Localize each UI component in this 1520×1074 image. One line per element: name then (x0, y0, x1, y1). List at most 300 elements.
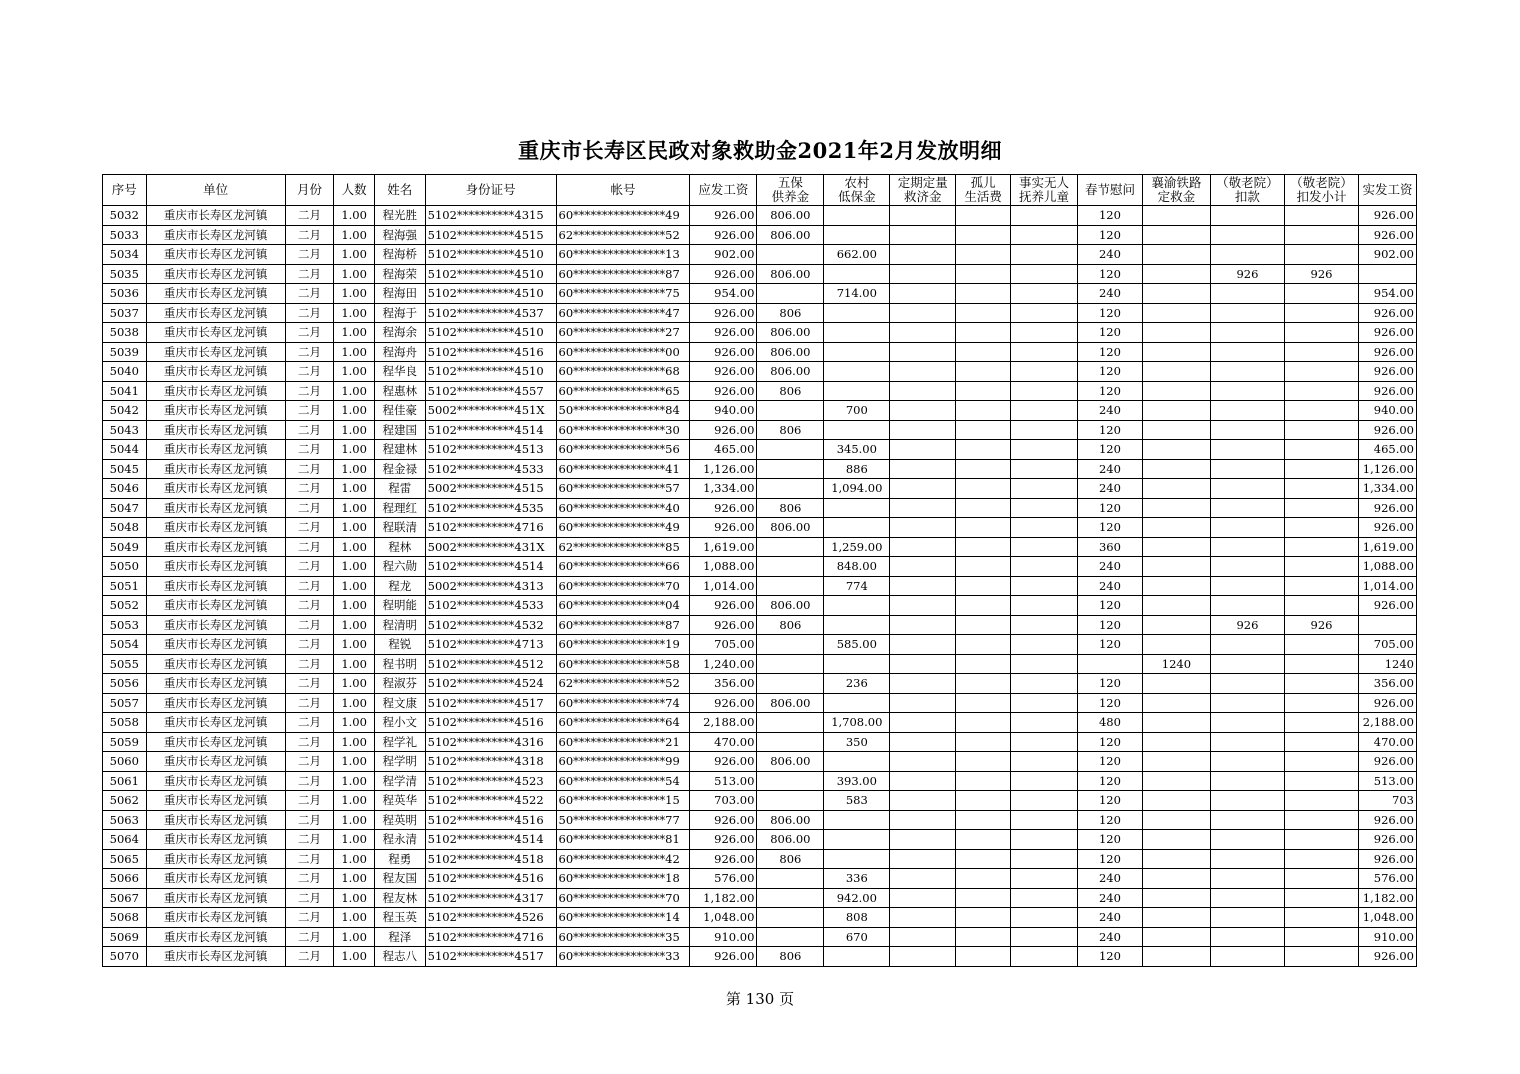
table-cell: 120 (1077, 810, 1142, 830)
table-row (103, 206, 1417, 226)
table-cell: 二月 (285, 830, 334, 850)
table-cell: 120 (1077, 381, 1142, 401)
table-cell (1011, 479, 1078, 499)
table-cell: 5102**********4510 (425, 284, 556, 304)
table-cell (757, 869, 824, 889)
table-cell (1142, 927, 1210, 947)
table-cell (956, 654, 1011, 674)
table-cell (956, 771, 1011, 791)
table-cell: 1.00 (334, 459, 375, 479)
table-cell (1210, 947, 1284, 967)
table-cell: 5102**********4510 (425, 245, 556, 265)
table-row (103, 849, 1417, 869)
table-cell: 1,126.00 (1359, 459, 1417, 479)
table-cell: 5035 (103, 264, 147, 284)
table-cell: 910.00 (1359, 927, 1417, 947)
table-cell: 926.00 (1359, 849, 1417, 869)
table-cell: 二月 (285, 498, 334, 518)
table-cell: 806 (757, 303, 824, 323)
table-cell: 程清明 (374, 615, 425, 635)
table-cell (824, 342, 890, 362)
table-cell: 806 (757, 498, 824, 518)
table-cell (1210, 440, 1284, 460)
table-cell: 5102**********4516 (425, 869, 556, 889)
table-cell (956, 479, 1011, 499)
table-cell (757, 771, 824, 791)
table-cell: 60****************81 (556, 830, 690, 850)
table-cell: 60****************87 (556, 264, 690, 284)
table-cell: 1.00 (334, 401, 375, 421)
table-cell: 程华良 (374, 362, 425, 382)
table-cell: 程泽 (374, 927, 425, 947)
table-cell (757, 479, 824, 499)
table-cell: 954.00 (1359, 284, 1417, 304)
table-cell: 二月 (285, 323, 334, 343)
table-cell: 程海桥 (374, 245, 425, 265)
table-cell: 120 (1077, 303, 1142, 323)
table-cell: 1,048.00 (690, 908, 757, 928)
table-cell: 120 (1077, 752, 1142, 772)
table-cell (1210, 927, 1284, 947)
page-number: 第 130 页 (725, 990, 795, 1008)
table-cell (1142, 693, 1210, 713)
table-cell: 2,188.00 (690, 713, 757, 733)
table-cell (1210, 810, 1284, 830)
table-cell: 120 (1077, 732, 1142, 752)
table-cell: 程玉英 (374, 908, 425, 928)
table-cell: 120 (1077, 830, 1142, 850)
table-cell (1284, 713, 1358, 733)
table-row (103, 615, 1417, 635)
table-cell: 程理红 (374, 498, 425, 518)
table-cell: 60****************74 (556, 693, 690, 713)
table-cell: 806.00 (757, 264, 824, 284)
table-cell: 60****************75 (556, 284, 690, 304)
table-cell: 806.00 (757, 362, 824, 382)
table-cell: 806.00 (757, 225, 824, 245)
column-header-line: 帐号 (610, 182, 636, 197)
table-cell (1011, 849, 1078, 869)
table-cell: 二月 (285, 284, 334, 304)
table-cell: 二月 (285, 810, 334, 830)
table-cell: 954.00 (690, 284, 757, 304)
column-header-line: 实发工资 (1362, 182, 1413, 197)
table-cell (824, 303, 890, 323)
table-cell: 5102**********4317 (425, 888, 556, 908)
table-cell: 240 (1077, 479, 1142, 499)
table-cell: 二月 (285, 654, 334, 674)
table-row (103, 440, 1417, 460)
table-cell (824, 752, 890, 772)
table-cell: 1.00 (334, 752, 375, 772)
table-cell: 60****************66 (556, 557, 690, 577)
column-header (1210, 175, 1284, 206)
table-cell (1142, 225, 1210, 245)
table-cell (1210, 381, 1284, 401)
table-cell (824, 596, 890, 616)
table-cell (956, 888, 1011, 908)
table-cell (890, 518, 956, 538)
table-cell (890, 284, 956, 304)
table-cell: 5062 (103, 791, 147, 811)
table-cell (1011, 752, 1078, 772)
table-cell (1210, 908, 1284, 928)
table-cell (1210, 498, 1284, 518)
table-cell: 60****************42 (556, 849, 690, 869)
table-cell: 806 (757, 947, 824, 967)
table-cell (1142, 635, 1210, 655)
table-cell (824, 420, 890, 440)
table-cell: 重庆市长寿区龙河镇 (146, 596, 285, 616)
table-cell: 程学礼 (374, 732, 425, 752)
table-cell (757, 557, 824, 577)
table-cell: 808 (824, 908, 890, 928)
table-cell: 60****************57 (556, 479, 690, 499)
table-cell: 1.00 (334, 810, 375, 830)
table-cell (890, 479, 956, 499)
table-cell: 5051 (103, 576, 147, 596)
table-cell: 5059 (103, 732, 147, 752)
table-cell: 806.00 (757, 323, 824, 343)
table-cell: 60****************30 (556, 420, 690, 440)
table-cell: 5102**********4537 (425, 303, 556, 323)
table-header-row (103, 175, 1417, 206)
table-cell (956, 498, 1011, 518)
table-cell: 926.00 (690, 498, 757, 518)
column-header-line: 低保金 (838, 189, 876, 204)
table-cell (1210, 284, 1284, 304)
table-cell (757, 908, 824, 928)
table-cell: 程佳豪 (374, 401, 425, 421)
table-cell: 1,088.00 (1359, 557, 1417, 577)
column-header-line: 身份证号 (465, 182, 516, 197)
table-cell: 236 (824, 674, 890, 694)
table-cell: 705.00 (690, 635, 757, 655)
table-cell: 二月 (285, 557, 334, 577)
table-cell: 1.00 (334, 440, 375, 460)
table-cell (1011, 576, 1078, 596)
table-cell (890, 576, 956, 596)
table-cell: 二月 (285, 713, 334, 733)
table-cell (1011, 732, 1078, 752)
table-cell: 703.00 (690, 791, 757, 811)
table-cell: 50****************77 (556, 810, 690, 830)
table-cell: 60****************33 (556, 947, 690, 967)
table-cell (1284, 674, 1358, 694)
column-header-line: 扣款 (1234, 189, 1260, 204)
table-cell: 5102**********4514 (425, 830, 556, 850)
table-cell (824, 693, 890, 713)
table-cell: 62****************52 (556, 225, 690, 245)
table-cell (890, 401, 956, 421)
table-cell: 二月 (285, 752, 334, 772)
table-row (103, 791, 1417, 811)
table-row (103, 264, 1417, 284)
table-cell (1284, 479, 1358, 499)
table-cell (1142, 849, 1210, 869)
table-cell (824, 381, 890, 401)
table-cell (890, 693, 956, 713)
table-cell: 576.00 (1359, 869, 1417, 889)
table-cell: 470.00 (690, 732, 757, 752)
table-cell (1011, 284, 1078, 304)
table-cell: 5048 (103, 518, 147, 538)
table-cell (1284, 342, 1358, 362)
table-cell (890, 830, 956, 850)
table-cell: 120 (1077, 440, 1142, 460)
table-cell (890, 713, 956, 733)
table-row (103, 713, 1417, 733)
column-header-line: 农村 (844, 175, 870, 190)
table-cell (757, 927, 824, 947)
table-cell: 356.00 (1359, 674, 1417, 694)
table-cell: 120 (1077, 323, 1142, 343)
table-cell: 二月 (285, 732, 334, 752)
table-cell: 240 (1077, 576, 1142, 596)
table-cell: 5102**********4518 (425, 849, 556, 869)
table-cell: 二月 (285, 362, 334, 382)
table-cell: 重庆市长寿区龙河镇 (146, 459, 285, 479)
table-cell: 926.00 (1359, 810, 1417, 830)
table-row (103, 284, 1417, 304)
table-cell: 120 (1077, 206, 1142, 226)
table-cell: 356.00 (690, 674, 757, 694)
table-cell: 重庆市长寿区龙河镇 (146, 615, 285, 635)
table-cell: 1,619.00 (1359, 537, 1417, 557)
table-cell: 5102**********4533 (425, 459, 556, 479)
table-cell: 二月 (285, 518, 334, 538)
table-cell (890, 596, 956, 616)
table-cell (757, 654, 824, 674)
table-cell (956, 401, 1011, 421)
table-cell (1011, 537, 1078, 557)
table-cell: 1.00 (334, 830, 375, 850)
table-cell: 1,048.00 (1359, 908, 1417, 928)
table-cell (1011, 440, 1078, 460)
table-cell (757, 245, 824, 265)
table-cell: 重庆市长寿区龙河镇 (146, 869, 285, 889)
table-cell: 806 (757, 381, 824, 401)
table-cell: 1.00 (334, 888, 375, 908)
table-cell: 926.00 (690, 947, 757, 967)
table-cell: 程海田 (374, 284, 425, 304)
table-cell: 662.00 (824, 245, 890, 265)
column-header (1011, 175, 1078, 206)
table-cell: 60****************70 (556, 576, 690, 596)
table-cell: 1.00 (334, 284, 375, 304)
table-cell (890, 225, 956, 245)
table-cell (1210, 791, 1284, 811)
column-header-line: 事实无人 (1019, 175, 1070, 190)
table-cell (1011, 615, 1078, 635)
table-cell: 60****************04 (556, 596, 690, 616)
column-header (285, 175, 334, 206)
table-cell: 393.00 (824, 771, 890, 791)
table-cell (1011, 303, 1078, 323)
table-cell (956, 303, 1011, 323)
table-cell: 5067 (103, 888, 147, 908)
table-cell (890, 498, 956, 518)
table-cell: 5102**********4533 (425, 596, 556, 616)
table-cell: 二月 (285, 908, 334, 928)
table-cell: 程惠林 (374, 381, 425, 401)
table-cell: 120 (1077, 225, 1142, 245)
table-cell: 926.00 (1359, 830, 1417, 850)
table-row (103, 498, 1417, 518)
column-header-line: 月份 (296, 182, 322, 197)
table-cell (890, 362, 956, 382)
table-cell (824, 362, 890, 382)
table-cell (757, 888, 824, 908)
table-cell: 926.00 (690, 206, 757, 226)
table-cell: 重庆市长寿区龙河镇 (146, 927, 285, 947)
table-cell (1011, 869, 1078, 889)
table-cell (890, 440, 956, 460)
table-cell: 5070 (103, 947, 147, 967)
table-cell: 5034 (103, 245, 147, 265)
column-header-line: 生活费 (964, 189, 1002, 204)
table-cell: 程锐 (374, 635, 425, 655)
table-cell: 二月 (285, 459, 334, 479)
table-cell: 60****************58 (556, 654, 690, 674)
table-cell: 5102**********4557 (425, 381, 556, 401)
table-cell: 5039 (103, 342, 147, 362)
table-cell: 二月 (285, 537, 334, 557)
table-cell (1142, 284, 1210, 304)
table-cell: 60****************54 (556, 771, 690, 791)
table-cell: 程雷 (374, 479, 425, 499)
table-cell (1011, 693, 1078, 713)
table-cell: 60****************15 (556, 791, 690, 811)
column-header-line: 抚养儿童 (1019, 189, 1070, 204)
table-cell: 1.00 (334, 342, 375, 362)
table-cell: 重庆市长寿区龙河镇 (146, 284, 285, 304)
table-cell: 902.00 (1359, 245, 1417, 265)
table-cell: 5058 (103, 713, 147, 733)
table-cell: 5038 (103, 323, 147, 343)
column-header (334, 175, 375, 206)
table-cell (1284, 888, 1358, 908)
table-cell: 程永清 (374, 830, 425, 850)
table-cell: 60****************65 (556, 381, 690, 401)
table-cell: 5046 (103, 479, 147, 499)
table-cell: 926.00 (690, 342, 757, 362)
table-row (103, 908, 1417, 928)
table-cell (1284, 596, 1358, 616)
table-cell: 1.00 (334, 635, 375, 655)
table-row (103, 576, 1417, 596)
table-cell (890, 635, 956, 655)
table-cell (1210, 888, 1284, 908)
table-cell (1210, 245, 1284, 265)
table-cell (1284, 420, 1358, 440)
table-cell: 重庆市长寿区龙河镇 (146, 420, 285, 440)
table-cell: 1.00 (334, 557, 375, 577)
table-cell (1142, 518, 1210, 538)
table-cell (890, 342, 956, 362)
table-cell (757, 576, 824, 596)
table-cell (1011, 713, 1078, 733)
table-cell (890, 264, 956, 284)
table-cell (956, 264, 1011, 284)
table-cell: 5066 (103, 869, 147, 889)
table-cell: 926.00 (1359, 693, 1417, 713)
table-cell: 1.00 (334, 420, 375, 440)
table-cell: 1.00 (334, 869, 375, 889)
table-cell (1077, 654, 1142, 674)
table-cell: 120 (1077, 849, 1142, 869)
table-cell: 926.00 (690, 693, 757, 713)
table-cell: 5045 (103, 459, 147, 479)
table-row (103, 381, 1417, 401)
table-row (103, 323, 1417, 343)
table-cell: 120 (1077, 596, 1142, 616)
table-cell: 5102**********4516 (425, 810, 556, 830)
table-cell: 程海舟 (374, 342, 425, 362)
table-cell (1011, 420, 1078, 440)
table-cell (1011, 927, 1078, 947)
table-cell: 926.00 (1359, 362, 1417, 382)
table-cell (757, 284, 824, 304)
table-cell: 576.00 (690, 869, 757, 889)
table-cell (1284, 303, 1358, 323)
table-cell (1210, 654, 1284, 674)
table-cell (890, 888, 956, 908)
table-cell (956, 830, 1011, 850)
table-cell: 程龙 (374, 576, 425, 596)
table-cell: 120 (1077, 674, 1142, 694)
table-cell: 重庆市长寿区龙河镇 (146, 576, 285, 596)
table-cell (956, 225, 1011, 245)
table-cell (1142, 908, 1210, 928)
table-cell: 1.00 (334, 908, 375, 928)
table-row (103, 401, 1417, 421)
table-cell: 5050 (103, 557, 147, 577)
table-cell: 5002**********431X (425, 537, 556, 557)
table-cell: 120 (1077, 791, 1142, 811)
table-cell: 240 (1077, 557, 1142, 577)
table-cell: 926.00 (690, 810, 757, 830)
table-cell (1142, 420, 1210, 440)
table-cell: 5102**********4524 (425, 674, 556, 694)
table-cell: 940.00 (690, 401, 757, 421)
table-cell: 5102**********4315 (425, 206, 556, 226)
table-cell (1011, 888, 1078, 908)
column-header-line: （敬老院） (1290, 175, 1353, 190)
table-cell (1284, 498, 1358, 518)
table-cell: 重庆市长寿区龙河镇 (146, 440, 285, 460)
table-cell: 1.00 (334, 732, 375, 752)
table-cell (1210, 752, 1284, 772)
table-cell: 重庆市长寿区龙河镇 (146, 635, 285, 655)
table-cell: 926.00 (1359, 225, 1417, 245)
column-header-line: 定期定量 (897, 175, 948, 190)
table-cell (890, 245, 956, 265)
table-cell: 程友林 (374, 888, 425, 908)
table-cell: 二月 (285, 245, 334, 265)
table-cell (1284, 752, 1358, 772)
table-cell: 60****************27 (556, 323, 690, 343)
table-cell: 1.00 (334, 849, 375, 869)
column-header-line: 襄渝铁路 (1151, 175, 1202, 190)
table-cell (956, 459, 1011, 479)
table-cell: 5102**********4515 (425, 225, 556, 245)
table-cell: 1,259.00 (824, 537, 890, 557)
table-cell (890, 206, 956, 226)
table-cell: 5040 (103, 362, 147, 382)
table-cell (824, 498, 890, 518)
table-cell (956, 927, 1011, 947)
